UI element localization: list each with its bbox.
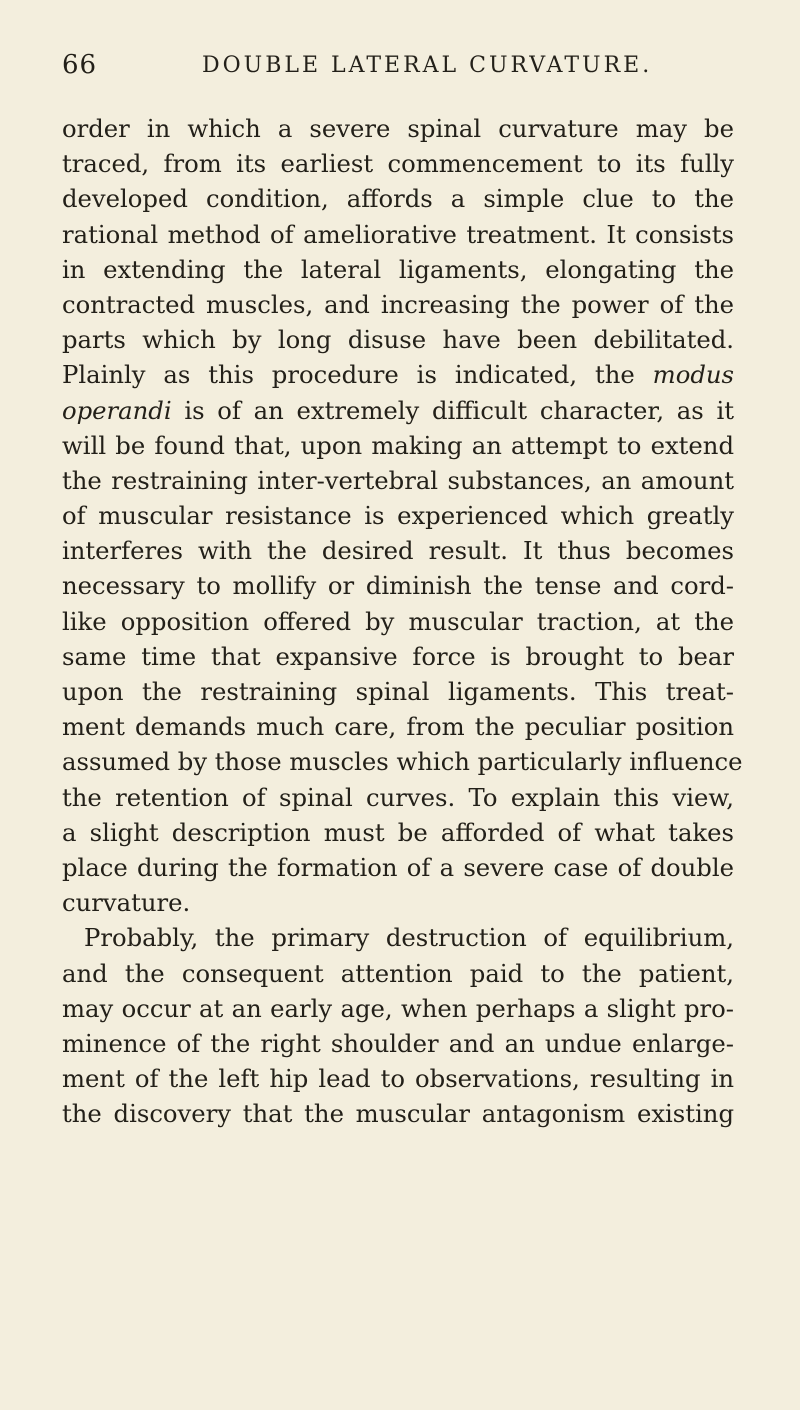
text-line: rational method of ameliorative treatment. It consists [62,219,734,249]
page-number: 66 [62,50,98,80]
text-line: ment demands much care, from the peculiar position [62,712,734,742]
text-line: the retention of spinal curves. To explain this view, [62,782,734,812]
text-line: parts which by long disuse have been debilitated. [62,325,734,355]
text-line: interferes with the desired result. It thus becomes [62,536,734,566]
running-header [62,50,752,90]
text-line: in extending the lateral ligaments, elongating the [62,254,734,284]
text-segment: is of an extremely difficult character, as it [171,395,734,425]
chapter-title: DOUBLE LATERAL CURVATURE. [202,53,653,78]
text-line: of muscular resistance is experienced which greatly [62,501,734,531]
text-line: place during the formation of a severe case of double [62,852,734,882]
text-line: traced, from its earliest commencement to its fully [62,149,734,179]
text-line: curvature. [62,888,191,918]
text-line [62,357,734,392]
text-line: the restraining inter-vertebral substances, an amount [62,465,734,495]
italic-term: modus [652,360,734,390]
text-line: will be found that, upon making an attempt to extend [62,430,734,460]
text-line: minence of the right shoulder and an undue enlarge- [62,1028,734,1058]
text-line: order in which a severe spinal curvature may be [62,114,734,143]
text-line: same time that expansive force is brought to bear [62,641,734,671]
text-line [62,393,734,428]
text-line: the discovery that the muscular antagonism existing [62,1099,734,1129]
text-line: assumed by those muscles which particularly influence [62,747,743,777]
text-line: a slight description must be afforded of what takes [62,817,734,847]
body-text [62,111,743,1131]
text-line: necessary to mollify or diminish the tense and cord- [62,571,734,601]
text-line: may occur at an early age, when perhaps a slight pro- [62,993,734,1023]
text-segment: Plainly as this procedure is indicated, the [62,360,653,390]
text-line: like opposition offered by muscular traction, at the [62,606,734,636]
text-line: ment of the left hip lead to observations, resulting in [62,1064,734,1094]
text-line: upon the restraining spinal ligaments. This treat- [62,677,734,706]
text-line: and the consequent attention paid to the patient, [62,958,734,988]
text-line: Probably, the primary destruction of equilibrium, [84,923,734,953]
italic-term: operandi [62,395,172,425]
text-line: contracted muscles, and increasing the power of the [62,289,734,319]
text-line: developed condition, affords a simple clue to the [62,184,734,214]
